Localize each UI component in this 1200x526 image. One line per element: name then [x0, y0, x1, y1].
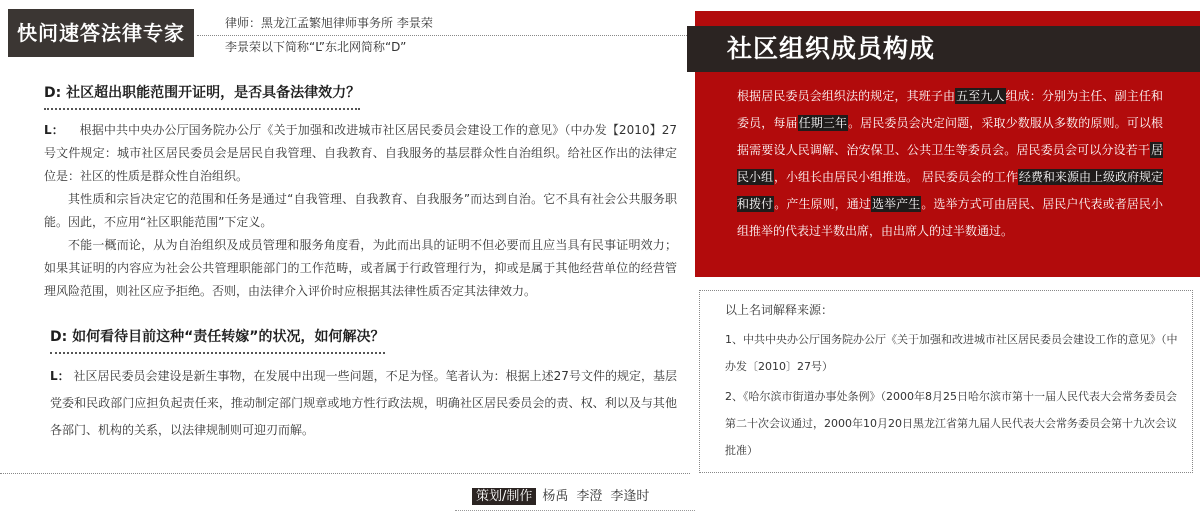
highlight-term: 经费和来源由上级政府规定和拨付 — [737, 170, 1163, 211]
sidebar-text-segment: 根据居民委员会组织法的规定，其班子由 — [737, 89, 956, 103]
sidebar-text-segment: 。产生原则，通过 — [774, 197, 871, 211]
answer-text: 根据中共中央办公厅国务院办公厅《关于加强和改进城市社区居民委员会建设工作的意见》（中办发【2010】27号文件规定：城市社区居民委员会是居民自我管理、自我教育、自我服务的基层群众性自治组织。给社区作出的法律定位是：社区的性质是群众性自治组织。 — [44, 123, 677, 183]
answer-tag: L： — [44, 123, 64, 137]
sidebar-text — [737, 83, 1163, 245]
question-2: D: 如何看待目前这种“责任转嫁”的状况，如何解决？ — [50, 327, 385, 354]
credit-name: 杨禹 — [542, 489, 569, 504]
credit-name: 李逢时 — [610, 489, 650, 504]
qa-section-1 — [44, 82, 677, 303]
bottom-divider — [0, 473, 690, 474]
sources-title: 以上名词解释来源： — [725, 303, 834, 317]
brand-title: 快问速答法律专家 — [8, 9, 194, 57]
source-item-1: 1、中共中央办公厅国务院办公厅《关于加强和改进城市社区居民委员会建设工作的意见》（中办发〔2010〕27号） — [725, 333, 1178, 373]
answer-text: 社区居民委员会建设是新生事物，在发展中出现一些问题，不足为怪。笔者认为：根据上述27号文件的规定，基层党委和民政部门应担负起责任来，推动制定部门规章或地方性行政法规，明确社区居民委员会的责、权、利以及与其他各部门、机构的关系，以法律规制则可迎刃而解。 — [50, 369, 677, 437]
credit-underline — [455, 510, 695, 511]
sidebar-text-segment: ，小组长由居民小组推选。 居民委员会的工作 — [774, 170, 1018, 184]
credit-label: 策划/制作 — [472, 488, 536, 505]
lawyer-info: 律师：黑龙江孟繁旭律师事务所 李景荣 — [225, 16, 433, 30]
qa-section-2 — [50, 326, 677, 444]
sidebar-text-segment: 组成：分别为主任、副主任和委员，每届 — [737, 89, 1163, 130]
highlight-term: 居民小组 — [737, 143, 1163, 184]
highlight-term: 五至九人 — [956, 89, 1005, 103]
alias-info: 李景荣以下简称“L”东北网简称“D” — [225, 40, 407, 54]
credit-name: 李澄 — [576, 489, 603, 504]
answer-1-paragraph-3: 不能一概而论，从为自治组织及成员管理和服务角度看，为此而出具的证明不但必要而且应当具有民事证明效力；如果其证明的内容应为社会公共管理职能部门的工作范畴，或者属于行政管理行为，抑或是属于其他经营单位的经营管理风险范围，则社区应予拒绝。否则，由法律介入评价时应根据其法律性质否定其法律效力。 — [44, 238, 677, 298]
answer-1-paragraph-2: 其性质和宗旨决定它的范围和任务是通过“自我管理、自我教育、自我服务”而达到自治。它不具有社会公共服务职能。因此，不应用“社区职能范围”下定义。 — [44, 192, 677, 229]
sidebar-text-segment: 。选举方式可由居民、居民户代表或者居民小组推举的代表过半数出席，由出席人的过半数通过。 — [737, 197, 1163, 238]
credit-line — [472, 487, 657, 507]
highlight-term: 任期三年 — [798, 116, 848, 130]
highlight-term: 选举产生 — [871, 197, 921, 211]
answer-tag: L： — [50, 369, 70, 383]
answer-1-paragraph-1 — [44, 119, 677, 188]
sidebar-text-segment: 。居民委员会决定问题，采取少数服从多数的原则。可以根据需要设人民调解、治安保卫、公共卫生等委员会。居民委员会可以分设若干 — [737, 116, 1163, 157]
source-item-2: 2、《哈尔滨市街道办事处条例》（2000年8月25日哈尔滨市第十一届人民代表大会常务委员会第二十次会议通过，2000年10月20日黑龙江省第九届人民代表大会常务委员会第十九次会议批准） — [725, 390, 1177, 457]
sources-box — [699, 290, 1193, 473]
question-1: D: 社区超出职能范围开证明，是否具备法律效力？ — [44, 83, 360, 110]
answer-2-paragraph-1 — [50, 363, 677, 444]
sidebar-title: 社区组织成员构成 — [687, 26, 1200, 72]
header-divider — [197, 35, 687, 36]
